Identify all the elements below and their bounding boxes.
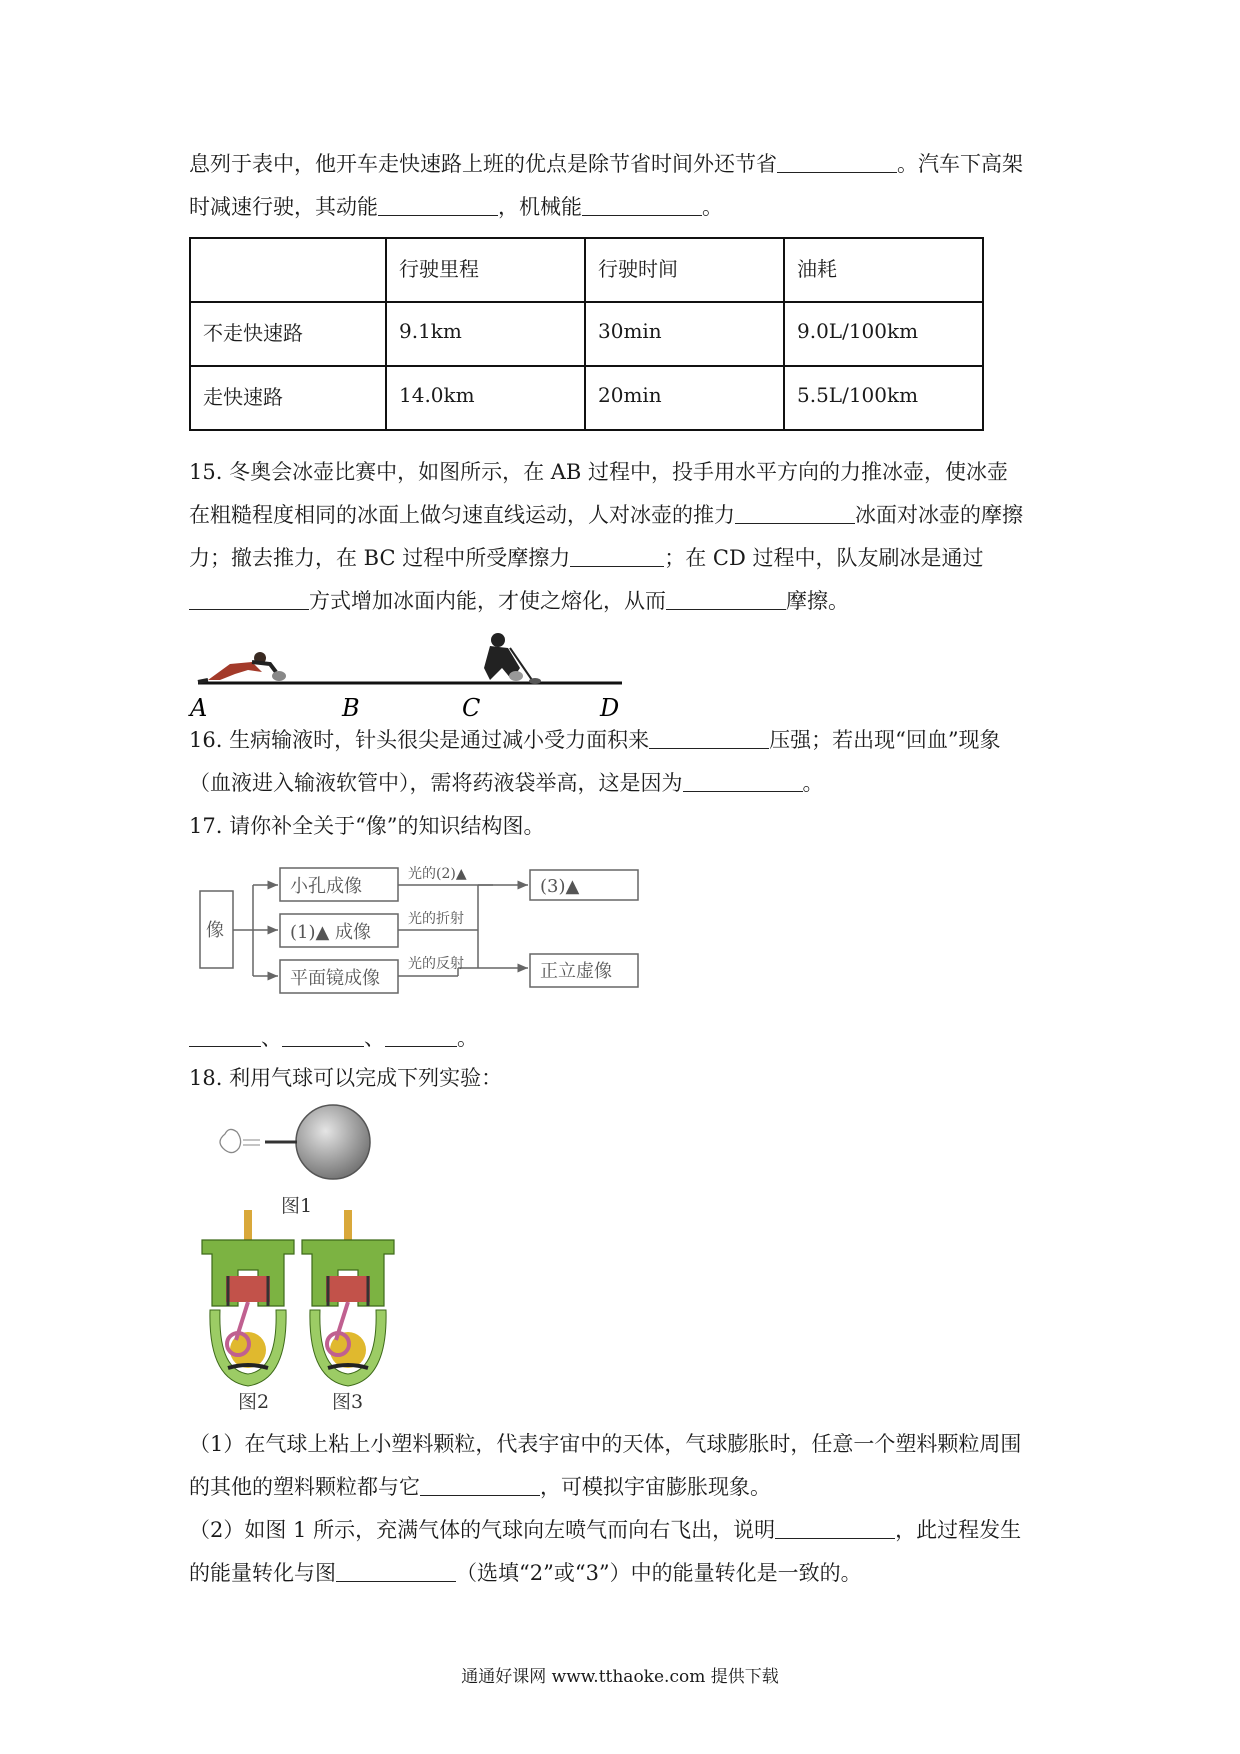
q18-p2-line2: 的能量转化与图 （选填“2”或“3”）中的能量转化是一致的。 xyxy=(189,1561,862,1585)
table-cell: 5.5L/100km xyxy=(784,366,983,430)
q15-line3: 力；撤去推力，在 BC 过程中所受摩擦力 ；在 CD 过程中，队友刷冰是通过 xyxy=(189,546,984,570)
fig1-caption: 图1 xyxy=(281,1195,313,1217)
q15-line2: 在粗糙程度相同的冰面上做匀速直线运动，人对冰壶的推力 冰面对冰壶的摩擦 xyxy=(189,503,1023,527)
table-cell: 30min xyxy=(585,302,784,366)
page-footer: 通通好课网 www.tthaoke.com 提供下载 xyxy=(461,1667,779,1687)
curling-figure xyxy=(190,628,630,722)
q15-line1: 15. 冬奥会冰壶比赛中，如图所示，在 AB 过程中，投手用水平方向的力推冰壶，使冰壶 xyxy=(189,460,1009,484)
answer-blank xyxy=(385,1024,457,1047)
engine-figures xyxy=(198,1210,408,1413)
curler-pushing-icon xyxy=(198,652,286,682)
q18-line1: 18. 利用气球可以完成下列实验： xyxy=(189,1066,503,1090)
table-cell: 不走快速路 xyxy=(190,302,386,366)
table-row xyxy=(190,302,983,366)
answer-blank xyxy=(420,1473,540,1496)
box3-label: 平面镜成像 xyxy=(290,968,380,989)
fig2-caption: 图2 xyxy=(238,1391,270,1413)
engine-fig3-icon xyxy=(302,1210,394,1386)
table-cell: 走快速路 xyxy=(190,366,386,430)
curler-sweeping-icon xyxy=(484,633,541,684)
answer-blank xyxy=(683,769,803,792)
table-cell: 行驶里程 xyxy=(386,238,585,302)
q18-p1-line1: （1）在气球上粘上小塑料颗粒，代表宇宙中的天体，气球膨胀时，任意一个塑料颗粒周围 xyxy=(189,1432,1022,1456)
arrow1-label: 光的(2)▲ xyxy=(408,866,467,882)
point-c-label: C xyxy=(462,694,481,722)
arrow3-label: 光的反射 xyxy=(408,956,464,972)
image-knowledge-diagram xyxy=(198,860,648,1000)
result2-label: 正立虚像 xyxy=(540,961,612,982)
answer-blank xyxy=(189,1024,261,1047)
box1-label: 小孔成像 xyxy=(290,876,362,897)
root-label: 像 xyxy=(206,920,224,941)
answer-blank xyxy=(775,1516,895,1539)
q17-answer-line: 、 、 。 xyxy=(189,1024,478,1052)
box2-label: (1)▲ 成像 xyxy=(290,922,372,943)
q18-p1-line2: 的其他的塑料颗粒都与它 ，可模拟宇宙膨胀现象。 xyxy=(189,1475,771,1499)
table-cell: 油耗 xyxy=(784,238,983,302)
q18-p2-line1: （2）如图 1 所示，充满气体的气球向左喷气而向右飞出，说明 ，此过程发生 xyxy=(189,1518,1022,1542)
gas-puff-icon xyxy=(220,1129,241,1152)
table-cell: 20min xyxy=(585,366,784,430)
driving-data-table xyxy=(189,237,984,431)
q14-line2: 时减速行驶，其动能 ，机械能 。 xyxy=(189,195,723,219)
table-cell xyxy=(190,238,386,302)
answer-blank xyxy=(582,193,702,216)
q14-line1: 息列于表中，他开车走快速路上班的优点是除节省时间外还节省 。汽车下高架 xyxy=(189,152,1023,176)
engine-fig2-icon xyxy=(202,1210,294,1386)
answer-blank xyxy=(649,726,769,749)
q15-line4: 方式增加冰面内能，才使之熔化，从而 摩擦。 xyxy=(189,587,849,615)
balloon-figure xyxy=(215,1112,375,1217)
answer-blank xyxy=(189,587,309,610)
point-a-label: A xyxy=(190,694,208,722)
point-b-label: B xyxy=(342,694,360,722)
arrow2-label: 光的折射 xyxy=(408,911,464,927)
point-d-label: D xyxy=(600,694,620,722)
fig3-caption: 图3 xyxy=(332,1391,364,1413)
result1-label: (3)▲ xyxy=(540,876,580,897)
table-row xyxy=(190,366,983,430)
table-cell: 9.0L/100km xyxy=(784,302,983,366)
table-header-row xyxy=(190,238,983,302)
answer-blank xyxy=(777,150,897,173)
answer-blank xyxy=(570,544,664,567)
table-cell: 行驶时间 xyxy=(585,238,784,302)
q16-line1: 16. 生病输液时，针头很尖是通过减小受力面积来 压强；若出现“回血”现象 xyxy=(189,728,1001,752)
answer-blank xyxy=(666,587,786,610)
answer-blank xyxy=(282,1024,364,1047)
answer-blank xyxy=(336,1559,456,1582)
q17-line1: 17. 请你补全关于“像”的知识结构图。 xyxy=(189,814,545,838)
balloon-icon xyxy=(296,1105,370,1179)
answer-blank xyxy=(735,501,855,524)
table-cell: 14.0km xyxy=(386,366,585,430)
q16-line2: （血液进入输液软管中），需将药液袋举高，这是因为 。 xyxy=(189,771,824,795)
answer-blank xyxy=(378,193,498,216)
table-cell: 9.1km xyxy=(386,302,585,366)
